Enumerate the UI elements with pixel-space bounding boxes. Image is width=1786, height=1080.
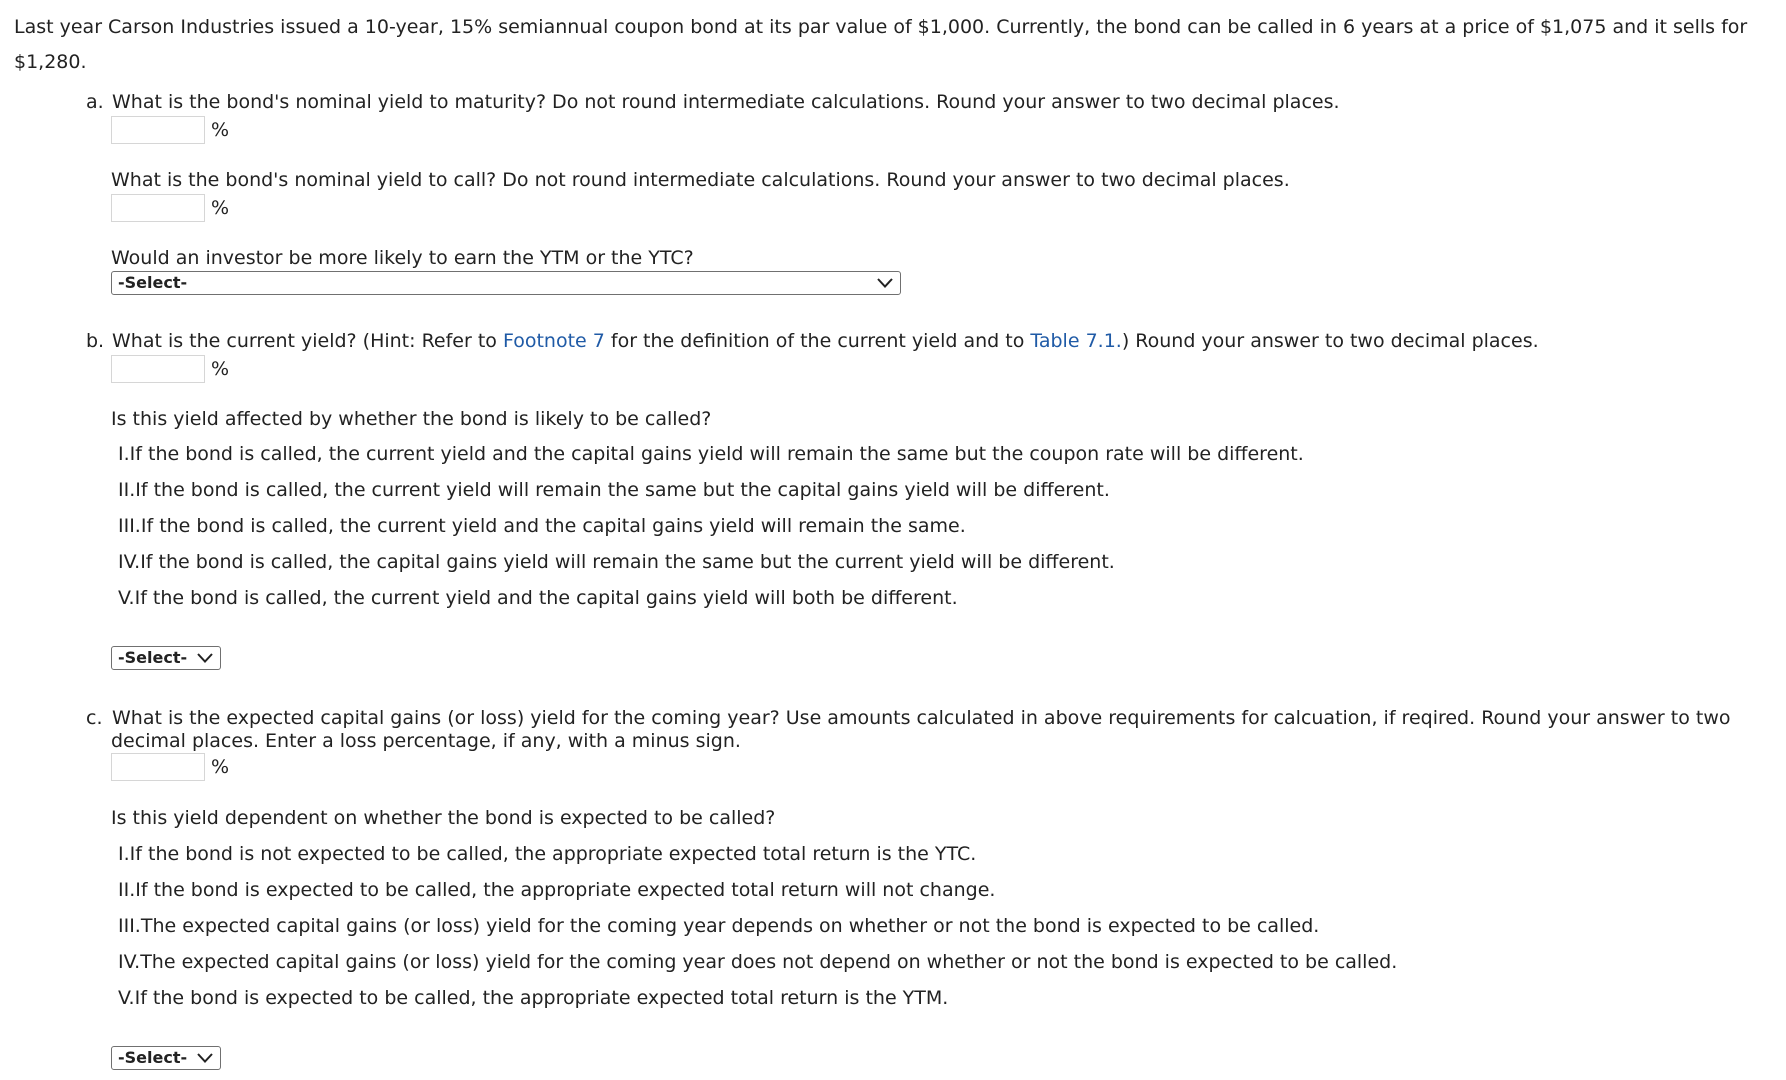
option-text: If the bond is called, the current yield and the capital gains yield will remain the same. bbox=[140, 515, 966, 537]
ytm-ytc-select[interactable] bbox=[111, 271, 901, 295]
option-text: If the bond is called, the current yield and the capital gains yield will both be different. bbox=[134, 587, 958, 609]
part-c-option-1 bbox=[118, 842, 976, 867]
part-b-option-4 bbox=[118, 550, 1115, 575]
part-c-label: c. bbox=[86, 707, 103, 729]
option-number: IV. bbox=[118, 951, 141, 973]
option-number: IV. bbox=[118, 551, 141, 573]
part-c-option-5 bbox=[118, 986, 948, 1011]
part-b-question-current-yield bbox=[86, 329, 1539, 354]
ytc-input[interactable] bbox=[111, 194, 205, 222]
option-text: If the bond is not expected to be called, the appropriate expected total return is the YTC. bbox=[129, 843, 977, 865]
option-text: The expected capital gains (or loss) yield for the coming year depends on whether or not the bond is expected to be called. bbox=[140, 915, 1320, 937]
current-yield-answer-row bbox=[111, 354, 229, 384]
option-number: V. bbox=[118, 987, 135, 1009]
part-c-question-text-1: What is the expected capital gains (or loss) yield for the coming year? Use amounts calculated in above requirements for calcuation, if reqired. Round your answer to two bbox=[112, 707, 1731, 729]
part-c-question-text-2: decimal places. Enter a loss percentage, if any, with a minus sign. bbox=[111, 730, 741, 752]
part-b-select-value: -Select- bbox=[118, 647, 188, 667]
part-c-option-3 bbox=[118, 914, 1319, 939]
ytm-ytc-select-value: -Select- bbox=[118, 272, 188, 292]
part-a-question-ytm-text: What is the bond's nominal yield to maturity? Do not round intermediate calculations. Round your answer to two decimal places. bbox=[112, 91, 1340, 113]
part-c-option-4 bbox=[118, 950, 1397, 975]
option-text: If the bond is called, the current yield will remain the same but the capital gains yield will be different. bbox=[135, 479, 1110, 501]
capital-gains-input[interactable] bbox=[111, 753, 205, 781]
option-number: V. bbox=[118, 587, 135, 609]
problem-statement: Last year Carson Industries issued a 10-year, 15% semiannual coupon bond at its par value of $1,000. Currently, the bond can be called in 6 years at a price of $1,075 and it sells for $1,280. bbox=[14, 16, 1748, 73]
ytc-answer-row bbox=[111, 193, 229, 223]
part-a-question-ytm bbox=[86, 90, 1340, 115]
option-text: The expected capital gains (or loss) yield for the coming year does not depend on whether or not the bond is expected to be called. bbox=[140, 951, 1398, 973]
part-b-option-2 bbox=[118, 478, 1110, 503]
part-b-option-5 bbox=[118, 586, 958, 611]
option-number: II. bbox=[118, 479, 136, 501]
option-number: II. bbox=[118, 879, 136, 901]
part-b-option-1 bbox=[118, 442, 1304, 467]
option-number: I. bbox=[118, 443, 130, 465]
part-c-option-2 bbox=[118, 878, 995, 903]
table-7-1-link[interactable]: Table 7.1. bbox=[1030, 330, 1122, 352]
option-text: If the bond is expected to be called, the appropriate expected total return is the YTM. bbox=[134, 987, 949, 1009]
part-b-question-text-1: What is the current yield? (Hint: Refer to bbox=[112, 330, 503, 352]
part-a-question-ytc: What is the bond's nominal yield to call? Do not round intermediate calculations. Round your answer to two decimal places. bbox=[111, 169, 1290, 191]
part-a-label: a. bbox=[86, 91, 104, 113]
part-b-question-text-2: for the definition of the current yield and to bbox=[604, 330, 1031, 352]
chevron-down-icon bbox=[876, 277, 894, 289]
current-yield-input[interactable] bbox=[111, 355, 205, 383]
part-c-question-dependent: Is this yield dependent on whether the bond is expected to be called? bbox=[111, 807, 776, 829]
ytm-answer-row bbox=[111, 115, 229, 145]
ytc-percent-unit: % bbox=[211, 196, 230, 219]
capital-gains-percent-unit: % bbox=[211, 755, 230, 778]
part-b-question-affected: Is this yield affected by whether the bond is likely to be called? bbox=[111, 408, 712, 430]
current-yield-percent-unit: % bbox=[211, 357, 230, 380]
option-text: If the bond is called, the current yield and the capital gains yield will remain the same but the coupon rate will be different. bbox=[129, 443, 1304, 465]
part-b-label: b. bbox=[86, 330, 105, 352]
part-b-option-3 bbox=[118, 514, 966, 539]
ytm-percent-unit: % bbox=[211, 118, 230, 141]
footnote-7-link[interactable]: Footnote 7 bbox=[502, 330, 605, 352]
part-b-question-text-3: ) Round your answer to two decimal places. bbox=[1121, 330, 1539, 352]
option-text: If the bond is expected to be called, the appropriate expected total return will not change. bbox=[135, 879, 996, 901]
chevron-down-icon bbox=[196, 652, 214, 664]
part-c-select-value: -Select- bbox=[118, 1047, 188, 1067]
chevron-down-icon bbox=[196, 1052, 214, 1064]
option-number: I. bbox=[118, 843, 130, 865]
part-c-select[interactable] bbox=[111, 1046, 221, 1070]
capital-gains-answer-row bbox=[111, 752, 229, 782]
ytm-input[interactable] bbox=[111, 116, 205, 144]
part-b-select[interactable] bbox=[111, 646, 221, 670]
option-text: If the bond is called, the capital gains yield will remain the same but the current yield will be different. bbox=[140, 551, 1115, 573]
option-number: III. bbox=[118, 915, 141, 937]
part-c-question-capital-gains bbox=[86, 706, 1731, 731]
option-number: III. bbox=[118, 515, 141, 537]
part-a-question-likely: Would an investor be more likely to earn the YTM or the YTC? bbox=[111, 247, 694, 269]
